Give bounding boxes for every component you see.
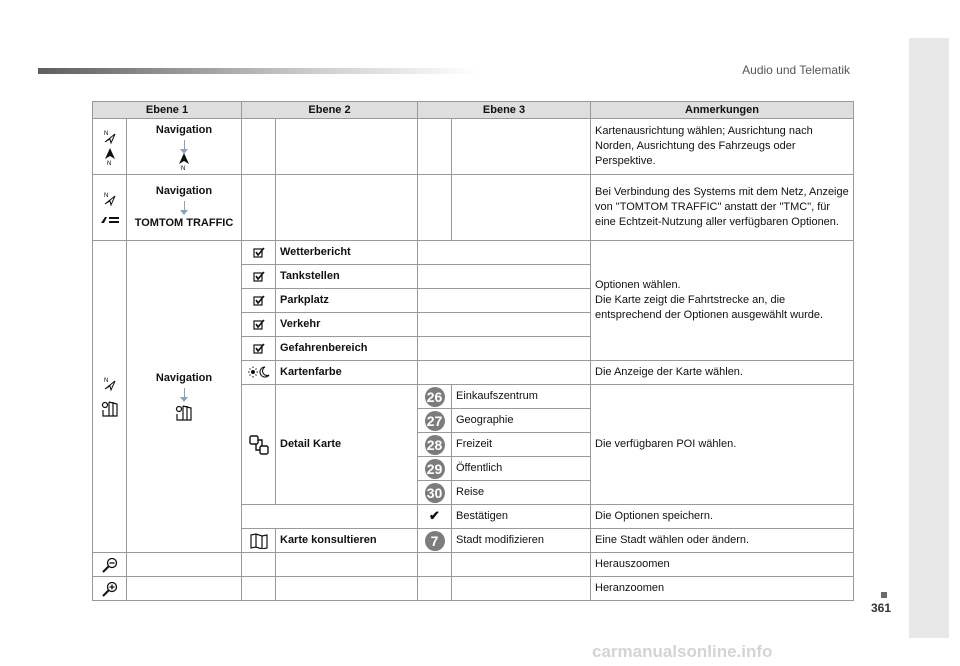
column-header-level2: Ebene 2 [242, 102, 418, 119]
step-number-badge: 28 [425, 435, 445, 455]
map-settings-icon [175, 404, 193, 422]
remark-poi: Die verfügbaren POI wählen. [591, 385, 854, 505]
poi-travel: Reise [452, 481, 591, 505]
remark-options [591, 241, 854, 361]
remark-confirm: Die Optionen speichern. [591, 505, 854, 529]
checkbox-icon [242, 313, 276, 337]
level1-cell [93, 175, 127, 241]
traffic-icon [99, 215, 121, 225]
checkmark-icon: ✔ [429, 508, 440, 523]
remark-zoom-in: Heranzoomen [591, 577, 854, 601]
watermark: carmanualsonline.info [592, 642, 773, 661]
poi-public: Öffentlich [452, 457, 591, 481]
page-marker [881, 592, 887, 598]
poi-icon [242, 385, 276, 505]
navigation-icon [103, 191, 117, 207]
level2-cell [127, 175, 242, 241]
option-parking: Parkplatz [276, 289, 418, 313]
checkbox-icon [242, 241, 276, 265]
level2-cell [127, 241, 242, 553]
level1-cell [93, 119, 127, 175]
option-danger-zone: Gefahrenbereich [276, 337, 418, 361]
poi-leisure: Freizeit [452, 433, 591, 457]
header-gradient-bar [38, 68, 478, 74]
option-weather: Wetterbericht [276, 241, 418, 265]
svg-text:N: N [103, 377, 108, 384]
confirm-label: Bestätigen [452, 505, 591, 529]
north-orientation-icon [177, 152, 191, 170]
svg-text:N: N [181, 166, 186, 170]
option-gas-stations: Tankstellen [276, 265, 418, 289]
poi-geography: Geographie [452, 409, 591, 433]
arrow-down-icon [184, 201, 185, 211]
poi-shopping: Einkaufszentrum [452, 385, 591, 409]
remark-consult: Eine Stadt wählen oder ändern. [591, 529, 854, 553]
page-number: 361 [871, 601, 892, 615]
menu-label-navigation: Navigation [155, 124, 213, 136]
menu-label-navigation: Navigation [155, 185, 213, 197]
menu-label-map-color: Kartenfarbe [276, 361, 418, 385]
column-header-level3: Ebene 3 [418, 102, 591, 119]
checkbox-icon [242, 289, 276, 313]
step-number-badge: 26 [425, 387, 445, 407]
step-number-badge: 27 [425, 411, 445, 431]
checkbox-icon [242, 337, 276, 361]
remark-zoom-out: Herauszoomen [591, 553, 854, 577]
menu-label-consult-map: Karte konsultieren [276, 529, 418, 553]
navigation-icon [103, 129, 117, 145]
column-header-level1: Ebene 1 [93, 102, 242, 119]
menu-label-navigation: Navigation [155, 372, 213, 384]
step-number-badge: 29 [425, 459, 445, 479]
svg-text:N: N [103, 192, 108, 199]
option-traffic: Verkehr [276, 313, 418, 337]
side-strip [909, 38, 949, 638]
menu-label-detail-map: Detail Karte [276, 385, 418, 505]
consult-sub-label: Stadt modifizieren [452, 529, 591, 553]
step-number-badge: 30 [425, 483, 445, 503]
svg-text:N: N [103, 130, 108, 137]
navigation-icon [103, 376, 117, 392]
remark-orientation: Kartenausrichtung wählen; Ausrichtung nach Norden, Ausrichtung des Fahrzeugs oder Perspektive. [591, 119, 854, 175]
remark-options-text: Optionen wählen. Die Karte zeigt die Fahrtstrecke an, die entsprechend der Optionen ausgewählt wurde. [595, 279, 824, 321]
zoom-out-icon [93, 553, 127, 577]
menu-label-tomtom-traffic: TOMTOM TRAFFIC [134, 217, 234, 229]
column-header-remarks: Anmerkungen [591, 102, 854, 119]
navigation-menu-table [92, 101, 854, 601]
remark-map-color: Die Anzeige der Karte wählen. [591, 361, 854, 385]
remark-tomtom-traffic: Bei Verbindung des Systems mit dem Netz, Anzeige von "TOMTOM TRAFFIC" anstatt der "TMC", für eine Echtzeit-Nutzung aller verfügbaren Optionen. [591, 175, 854, 241]
arrow-down-icon [184, 388, 185, 398]
arrow-down-icon [184, 140, 185, 150]
day-night-icon [242, 361, 276, 385]
checkbox-icon [242, 265, 276, 289]
svg-text:N: N [106, 160, 111, 165]
page-header-title: Audio und Telematik [742, 63, 850, 77]
map-book-icon [242, 529, 276, 553]
map-settings-icon [101, 400, 119, 418]
step-number-badge: 7 [425, 531, 445, 551]
level2-cell [127, 119, 242, 175]
north-orientation-icon [103, 147, 117, 165]
level1-cell [93, 241, 127, 553]
zoom-in-icon [93, 577, 127, 601]
